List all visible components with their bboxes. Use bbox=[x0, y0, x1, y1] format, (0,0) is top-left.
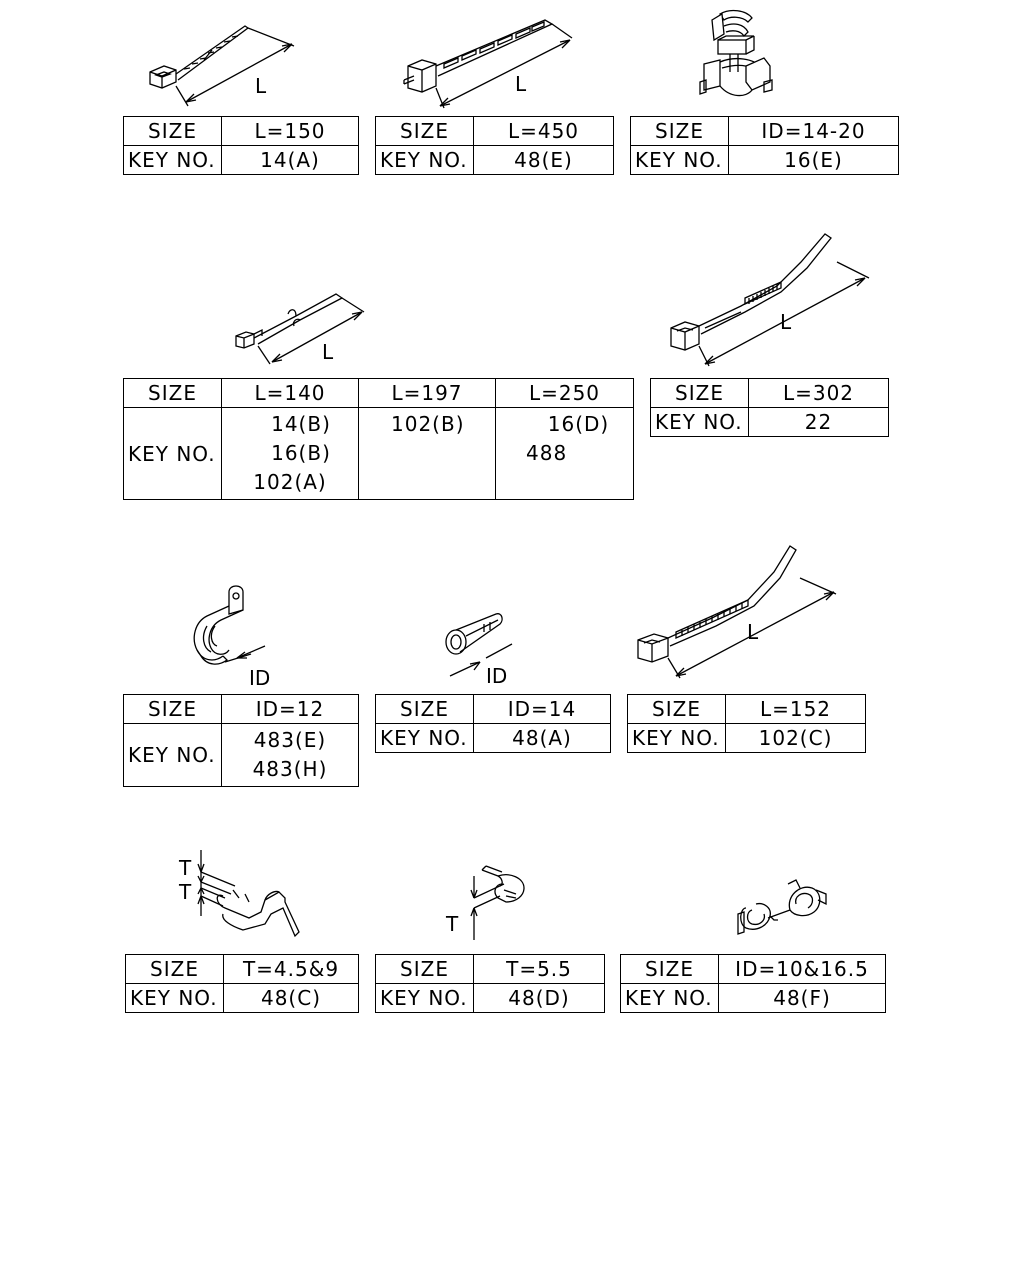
key-number: 16(B) bbox=[271, 441, 331, 465]
key-number: 48(E) bbox=[474, 146, 614, 175]
spec-table-1 bbox=[123, 116, 359, 175]
dimension-label-t: T bbox=[179, 880, 192, 904]
key-number: 102(A) bbox=[253, 470, 327, 494]
key-label: KEY NO. bbox=[124, 146, 222, 175]
spring-clip-5-5-drawing bbox=[440, 862, 535, 944]
size-value-3: L=250 bbox=[496, 379, 634, 408]
size-value: L=152 bbox=[726, 695, 866, 724]
size-value-1: L=140 bbox=[222, 379, 359, 408]
spring-clip-4-5-9-drawing bbox=[175, 846, 310, 942]
key-number: 14(B) bbox=[271, 412, 331, 436]
key-numbers bbox=[222, 724, 359, 787]
key-label: KEY NO. bbox=[651, 408, 749, 437]
dimension-label-id: ID bbox=[486, 664, 508, 688]
dimension-label-l: L bbox=[322, 340, 334, 364]
key-number: 48(F) bbox=[719, 984, 886, 1013]
key-label: KEY NO. bbox=[124, 408, 222, 500]
dimension-label-l: L bbox=[255, 74, 267, 98]
key-number: 48(D) bbox=[474, 984, 605, 1013]
size-value-2: L=197 bbox=[359, 379, 496, 408]
clip-14-drawing bbox=[440, 606, 530, 686]
pipe-clip-14-20-drawing bbox=[690, 6, 790, 106]
dimension-label-t: T bbox=[446, 912, 459, 936]
key-label: KEY NO. bbox=[631, 146, 729, 175]
dimension-label-l: L bbox=[747, 620, 759, 644]
key-number: 22 bbox=[749, 408, 889, 437]
size-label: SIZE bbox=[376, 117, 474, 146]
size-label: SIZE bbox=[376, 695, 474, 724]
size-label: SIZE bbox=[631, 117, 729, 146]
size-label: SIZE bbox=[628, 695, 726, 724]
dimension-label-t: T bbox=[179, 856, 192, 880]
dimension-label-id: ID bbox=[249, 666, 271, 690]
cable-tie-302-drawing bbox=[665, 228, 875, 373]
twin-clip-10-16-5-drawing bbox=[730, 874, 830, 940]
key-label: KEY NO. bbox=[126, 984, 224, 1013]
spec-table-8 bbox=[627, 694, 866, 753]
size-label: SIZE bbox=[376, 955, 474, 984]
size-label: SIZE bbox=[651, 379, 749, 408]
size-label: SIZE bbox=[124, 117, 222, 146]
spec-table-7 bbox=[375, 694, 611, 753]
cable-tie-140-250-drawing bbox=[230, 284, 380, 370]
key-numbers-2 bbox=[359, 408, 496, 500]
size-value: ID=10&16.5 bbox=[719, 955, 886, 984]
key-number: 483(E) bbox=[253, 728, 327, 752]
spec-table-6 bbox=[123, 694, 359, 787]
size-value: L=450 bbox=[474, 117, 614, 146]
spec-table-4 bbox=[123, 378, 634, 500]
cable-tie-150-drawing bbox=[140, 20, 310, 110]
size-value: ID=14-20 bbox=[729, 117, 899, 146]
size-label: SIZE bbox=[621, 955, 719, 984]
size-label: SIZE bbox=[124, 695, 222, 724]
key-number: 488 bbox=[526, 441, 568, 465]
key-number: 14(A) bbox=[222, 146, 359, 175]
key-number: 48(C) bbox=[224, 984, 359, 1013]
spec-table-5 bbox=[650, 378, 889, 437]
size-value: T=4.5&9 bbox=[224, 955, 359, 984]
spec-table-3 bbox=[630, 116, 899, 175]
dimension-label-l: L bbox=[515, 72, 527, 96]
spec-table-10 bbox=[375, 954, 605, 1013]
size-value: ID=12 bbox=[222, 695, 359, 724]
cable-tie-152-drawing bbox=[630, 540, 845, 685]
size-label: SIZE bbox=[126, 955, 224, 984]
key-number: 16(E) bbox=[729, 146, 899, 175]
cable-tie-450-drawing bbox=[400, 14, 585, 110]
key-label: KEY NO. bbox=[376, 146, 474, 175]
key-number: 102(B) bbox=[391, 412, 465, 436]
key-number: 48(A) bbox=[474, 724, 611, 753]
spec-table-11 bbox=[620, 954, 886, 1013]
key-number: 102(C) bbox=[726, 724, 866, 753]
key-label: KEY NO. bbox=[376, 984, 474, 1013]
size-label: SIZE bbox=[124, 379, 222, 408]
size-value: L=150 bbox=[222, 117, 359, 146]
key-label: KEY NO. bbox=[124, 724, 222, 787]
key-label: KEY NO. bbox=[621, 984, 719, 1013]
size-value: ID=14 bbox=[474, 695, 611, 724]
p-clip-12-drawing bbox=[185, 582, 285, 690]
key-number: 483(H) bbox=[252, 757, 328, 781]
key-number: 16(D) bbox=[547, 412, 610, 436]
key-label: KEY NO. bbox=[628, 724, 726, 753]
key-numbers-1 bbox=[222, 408, 359, 500]
key-numbers-3 bbox=[496, 408, 634, 500]
key-label: KEY NO. bbox=[376, 724, 474, 753]
spec-table-9 bbox=[125, 954, 359, 1013]
dimension-label-l: L bbox=[780, 310, 792, 334]
spec-table-2 bbox=[375, 116, 614, 175]
size-value: L=302 bbox=[749, 379, 889, 408]
size-value: T=5.5 bbox=[474, 955, 605, 984]
